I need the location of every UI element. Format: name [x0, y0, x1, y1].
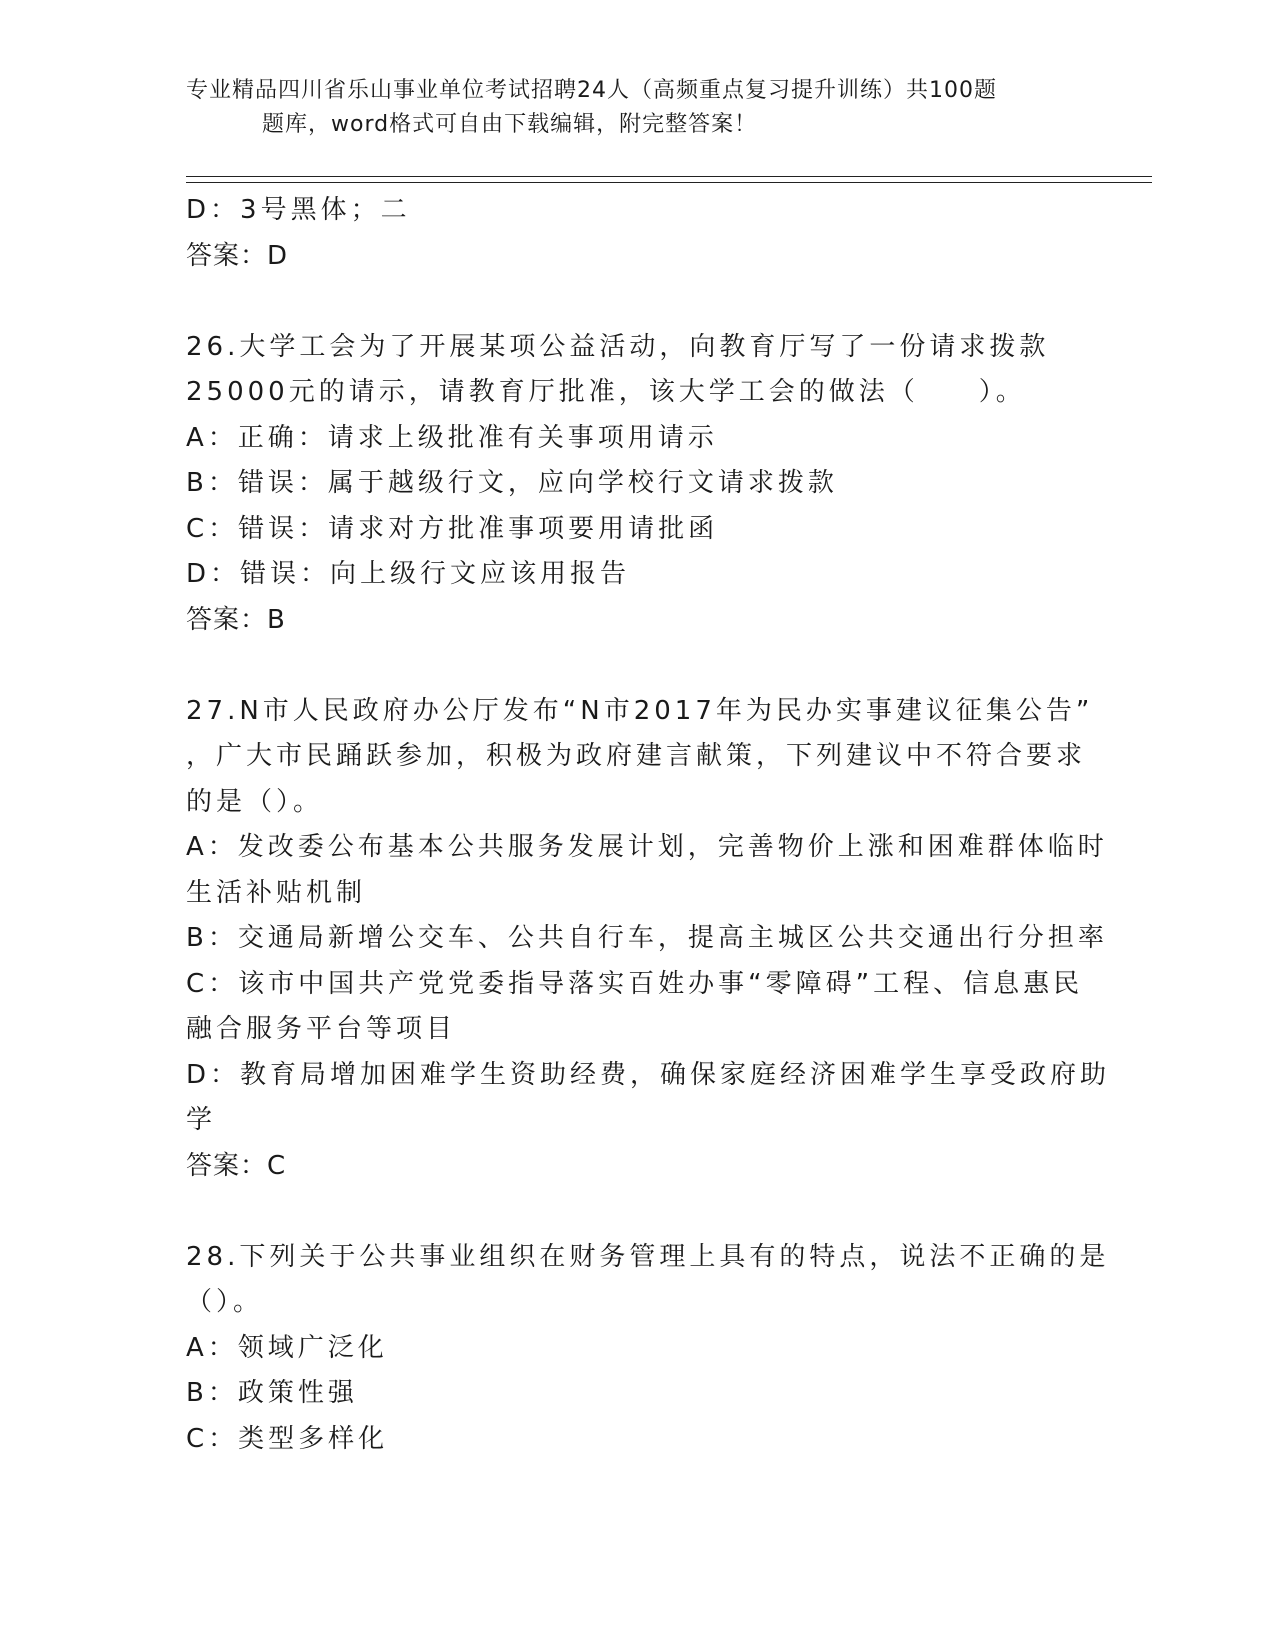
page-header: [186, 74, 1066, 142]
option-line: B：错误：属于越级行文，应向学校行文请求拨款: [186, 468, 838, 498]
option-line: 融合服务平台等项目: [186, 1014, 457, 1044]
question-stem-line: 28.下列关于公共事业组织在财务管理上具有的特点，说法不正确的是: [186, 1241, 1110, 1272]
question-stem-line: 26.大学工会为了开展某项公益活动，向教育厅写了一份请求拨款: [186, 331, 1050, 362]
option-line: A：领域广泛化: [186, 1332, 388, 1363]
header-rule-bottom: [186, 182, 1152, 183]
question-block-28: [186, 1235, 1110, 1463]
answer-line: 答案：C: [186, 1150, 287, 1181]
option-line: 学: [186, 1105, 217, 1135]
option-line: D：教育局增加困难学生资助经费，确保家庭经济困难学生享受政府助: [186, 1059, 1111, 1090]
question-stem-line: 27.N市人民政府办公厅发布“N市2017年为民办实事建议征集公告”: [186, 695, 1094, 726]
option-line: B：交通局新增公交车、公共自行车，提高主城区公共交通出行分担率: [186, 923, 1108, 953]
question-block-25-tail: [186, 188, 1086, 279]
header-rule-top: [186, 176, 1152, 177]
option-line: B：政策性强: [186, 1378, 358, 1408]
answer-line: 答案：D: [186, 240, 289, 271]
question-content: [186, 188, 1111, 1462]
option-line: A：发改委公布基本公共服务发展计划，完善物价上涨和困难群体临时: [186, 832, 1108, 862]
option-line: D：错误：向上级行文应该用报告: [186, 559, 631, 589]
option-line: 生活补贴机制: [186, 877, 367, 908]
block-spacer: [186, 1189, 1086, 1235]
option-line: C：该市中国共产党党委指导落实百姓办事“零障碍”工程、信息惠民: [186, 968, 1084, 999]
option-line: C：类型多样化: [186, 1423, 389, 1454]
option-line: A：正确：请求上级批准有关事项用请示: [186, 422, 718, 453]
option-line: D：3号黑体；二: [186, 195, 411, 225]
question-block-26: [186, 325, 1086, 644]
question-block-27: [186, 689, 1111, 1190]
block-spacer: [186, 643, 1086, 689]
question-stem-line: ，广大市民踊跃参加，积极为政府建言献策，下列建议中不符合要求: [186, 741, 1087, 771]
header-title-line-2: 题库，word格式可自由下载编辑，附完整答案！: [262, 112, 758, 137]
option-line: C：错误：请求对方批准事项要用请批函: [186, 513, 719, 544]
block-spacer: [186, 279, 1086, 325]
answer-line: 答案：B: [186, 604, 286, 635]
question-stem-line: 的是（）。: [186, 786, 324, 817]
question-stem-line: （）。: [186, 1287, 264, 1317]
question-stem-line: 25000元的请示，请教育厅批准，该大学工会的做法（ ）。: [186, 377, 1026, 407]
header-title-line-1: 专业精品四川省乐山事业单位考试招聘24人（高频重点复习提升训练）共100题: [186, 78, 997, 103]
